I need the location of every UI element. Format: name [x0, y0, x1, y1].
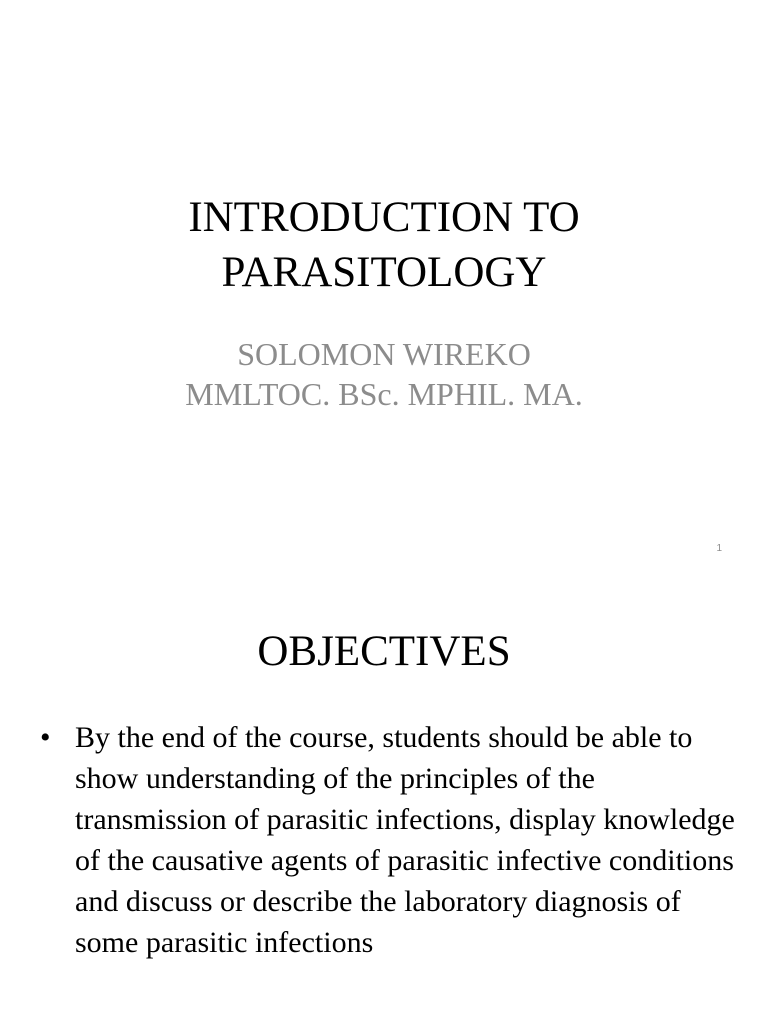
title-line-2: PARASITOLOGY [221, 249, 547, 296]
author-name: SOLOMON WIREKO [237, 336, 531, 372]
bullet-icon: • [40, 721, 51, 754]
slide-2 [0, 576, 768, 1024]
slide-title [0, 190, 768, 300]
bullet-list [38, 717, 738, 963]
list-item [38, 717, 738, 963]
slide-number: 1 [716, 543, 722, 554]
author-credentials: MMLTOC. BSc. MPHIL. MA. [185, 376, 583, 412]
title-line-1: INTRODUCTION TO [188, 194, 580, 241]
slide-subtitle [0, 334, 768, 414]
slide-title: OBJECTIVES [257, 628, 511, 675]
bullet-text: By the end of the course, students should be able to show understanding of the principles of the transmission of parasitic infections, display knowledge of the causative agents of parasitic infective conditions and discuss or describe the laboratory diagnosis of some parasitic infections [75, 721, 735, 959]
